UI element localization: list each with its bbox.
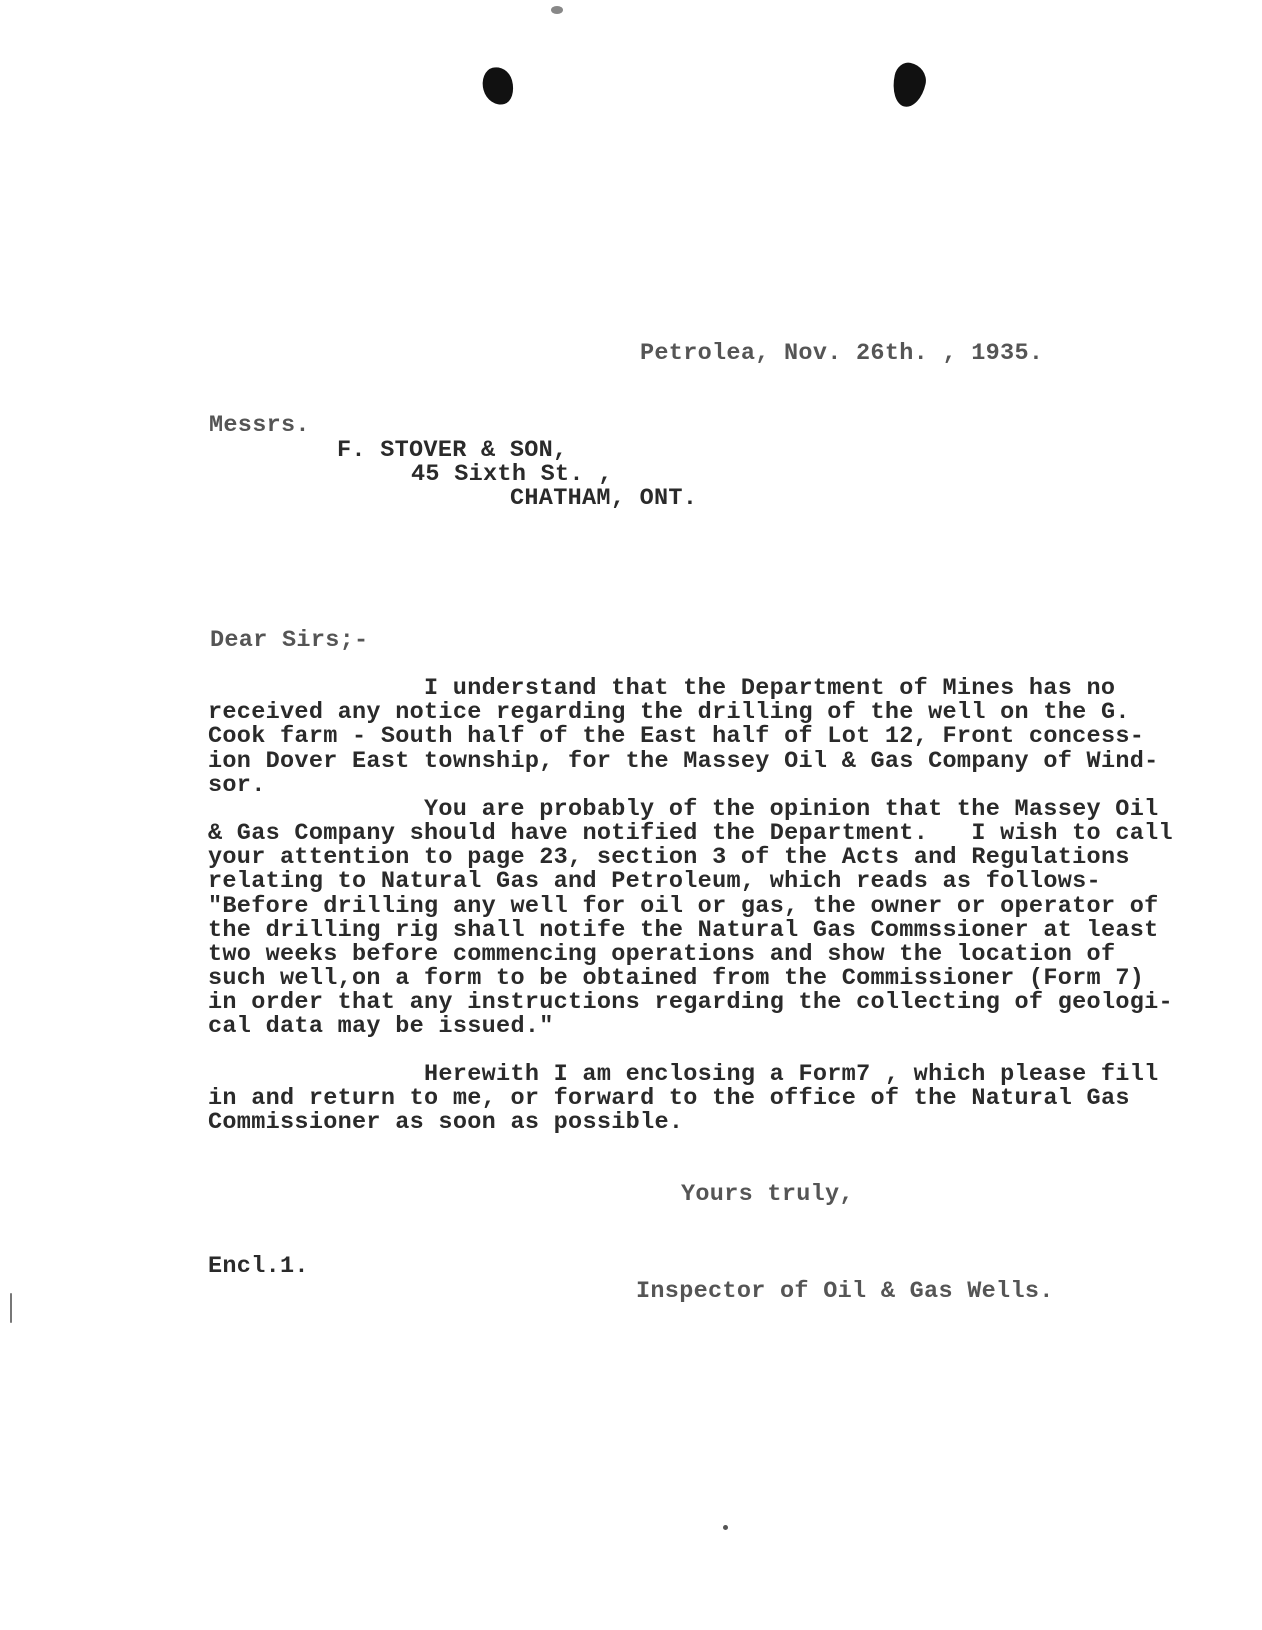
paragraph-line: in order that any instructions regarding the collecting of geologi- bbox=[208, 989, 1173, 1016]
greeting: Dear Sirs;- bbox=[210, 627, 369, 654]
address-line: CHATHAM, ONT. bbox=[510, 485, 698, 512]
speck-top bbox=[551, 6, 563, 14]
paragraph-line: relating to Natural Gas and Petroleum, which reads as follows- bbox=[208, 868, 1101, 895]
paragraph-line: your attention to page 23, section 3 of the Acts and Regulations bbox=[208, 844, 1130, 871]
paragraph-line: Cook farm - South half of the East half of Lot 12, Front concess- bbox=[208, 723, 1145, 750]
speck-bottom bbox=[723, 1525, 728, 1530]
paragraph-line: Commissioner as soon as possible. bbox=[208, 1109, 684, 1136]
punch-hole-left bbox=[479, 64, 518, 108]
paragraph-line: ion Dover East township, for the Massey Oil & Gas Company of Wind- bbox=[208, 748, 1159, 775]
paragraph-line: cal data may be issued." bbox=[208, 1013, 554, 1040]
paragraph-line: & Gas Company should have notified the Department. I wish to call bbox=[208, 820, 1173, 847]
paragraph-line: sor. bbox=[208, 772, 266, 799]
paragraph-line: "Before drilling any well for oil or gas, the owner or operator of bbox=[208, 893, 1159, 920]
closing: Yours truly, bbox=[681, 1181, 854, 1208]
address-line: F. STOVER & SON, bbox=[337, 437, 568, 464]
paragraph-line: received any notice regarding the drilling of the well on the G. bbox=[208, 699, 1130, 726]
paragraph-line: such well,on a form to be obtained from the Commissioner (Form 7) bbox=[208, 965, 1145, 992]
paragraph-line: Herewith I am enclosing a Form7 , which please fill bbox=[424, 1061, 1159, 1088]
dateline: Petrolea, Nov. 26th. , 1935. bbox=[640, 340, 1044, 367]
enclosure-note: Encl.1. bbox=[208, 1253, 309, 1280]
paragraph-line: I understand that the Department of Mines has no bbox=[424, 675, 1116, 702]
signature-title: Inspector of Oil & Gas Wells. bbox=[636, 1278, 1054, 1305]
paragraph-line: the drilling rig shall notife the Natural Gas Commssioner at least bbox=[208, 917, 1159, 944]
paragraph-line: two weeks before commencing operations and show the location of bbox=[208, 941, 1116, 968]
punch-hole-right bbox=[889, 60, 929, 110]
margin-mark bbox=[10, 1293, 12, 1323]
paragraph-line: in and return to me, or forward to the office of the Natural Gas bbox=[208, 1085, 1130, 1112]
paragraph-line: You are probably of the opinion that the Massey Oil bbox=[424, 796, 1159, 823]
address-line: 45 Sixth St. , bbox=[411, 461, 613, 488]
salutation-to: Messrs. bbox=[209, 412, 310, 439]
